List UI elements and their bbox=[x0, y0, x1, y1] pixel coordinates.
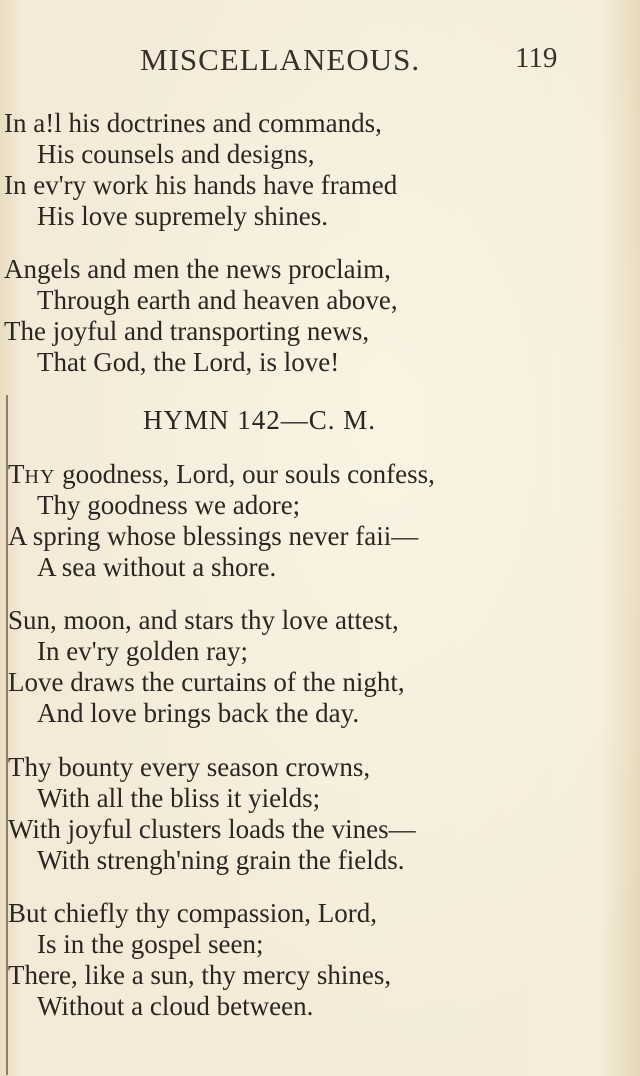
verse-line: But chiefly thy compassion, Lord, bbox=[8, 898, 377, 928]
verse-line: Without a cloud between. bbox=[37, 991, 314, 1021]
verse-line: Angels and men the news proclaim, bbox=[4, 254, 391, 284]
verse-line: His love supremely shines. bbox=[37, 201, 328, 231]
hymn-title: HYMN 142—C. M. bbox=[143, 405, 377, 435]
page-header bbox=[0, 42, 640, 82]
running-head: MISCELLANEOUS. bbox=[140, 42, 421, 77]
first-word-smallcaps: HY bbox=[24, 466, 56, 488]
verse-line: In ev'ry golden ray; bbox=[37, 636, 249, 666]
verse-line: A sea without a shore. bbox=[37, 552, 277, 582]
verse-line: A spring whose blessings never faii— bbox=[8, 521, 419, 551]
verse-line-first bbox=[8, 461, 435, 488]
dropcap: T bbox=[8, 459, 25, 489]
verse-line: Is in the gospel seen; bbox=[37, 929, 264, 959]
verse-line: With all the bliss it yields; bbox=[37, 783, 321, 813]
verse-line: In ev'ry work his hands have framed bbox=[4, 170, 398, 200]
verse-line: Love draws the curtains of the night, bbox=[8, 667, 405, 697]
verse-line: With strengh'ning grain the fields. bbox=[37, 845, 405, 875]
verse-line: The joyful and transporting news, bbox=[4, 316, 370, 346]
verse-line: And love brings back the day. bbox=[37, 698, 360, 728]
page-number: 119 bbox=[515, 42, 558, 74]
first-line-rest: goodness, Lord, our souls confess, bbox=[55, 459, 435, 489]
verse-line: Thy bounty every season crowns, bbox=[8, 752, 371, 782]
verse-line: There, like a sun, thy mercy shines, bbox=[8, 960, 392, 990]
verse-line: With joyful clusters loads the vines— bbox=[8, 814, 416, 844]
verse-line: Thy goodness we adore; bbox=[37, 490, 301, 520]
verse-line: His counsels and designs, bbox=[37, 139, 315, 169]
verse-line: In a!l his doctrines and commands, bbox=[4, 108, 382, 138]
verse-line: Sun, moon, and stars thy love attest, bbox=[8, 605, 399, 635]
verse-line: That God, the Lord, is love! bbox=[37, 347, 340, 377]
verse-line: Through earth and heaven above, bbox=[37, 285, 398, 315]
